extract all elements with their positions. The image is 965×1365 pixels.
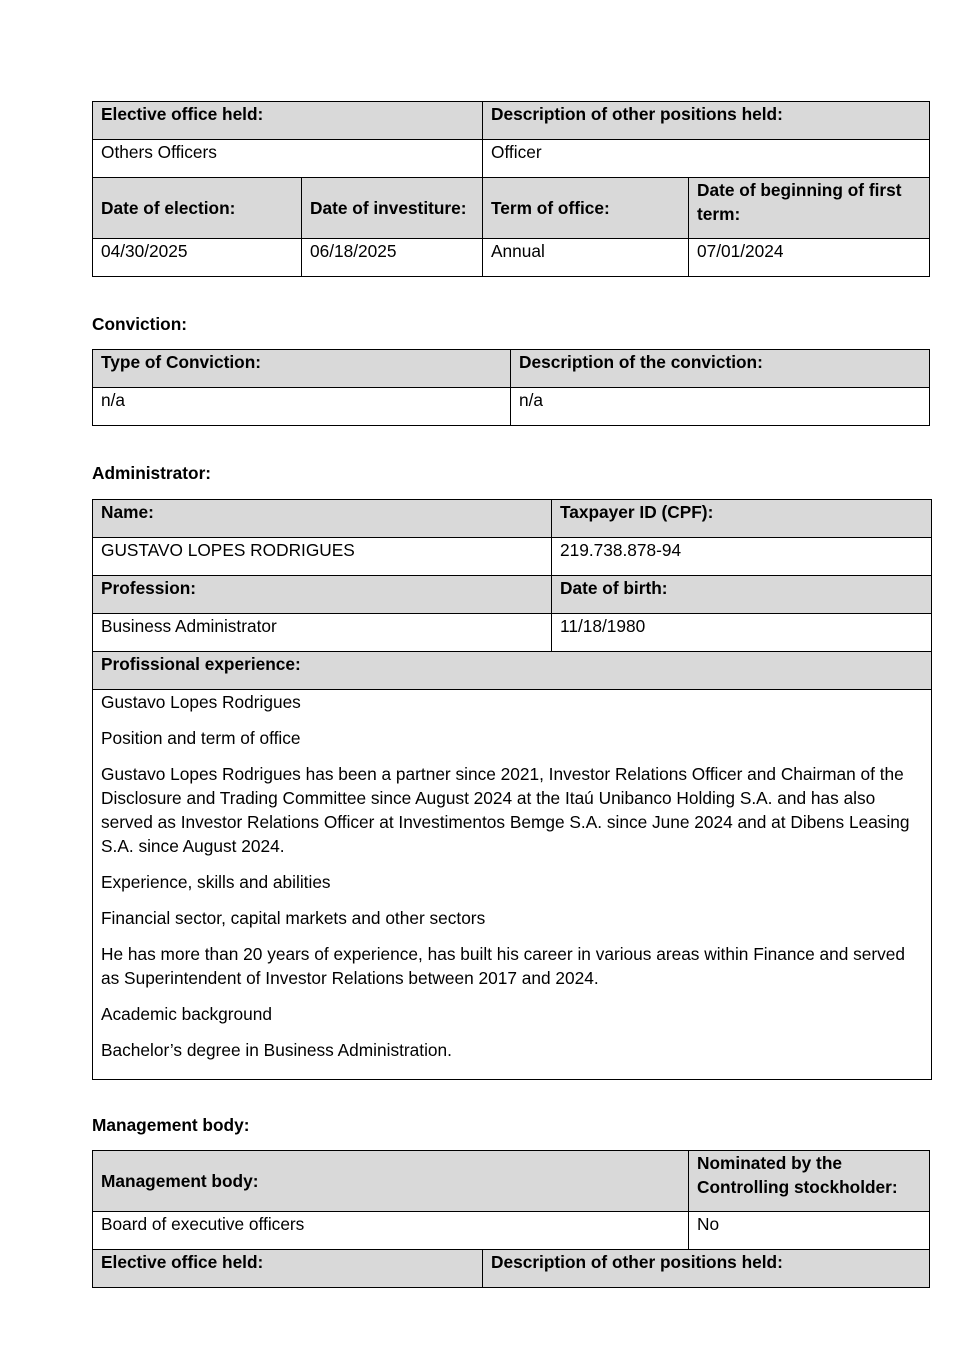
profession-value: Business Administrator (93, 614, 552, 652)
other-positions-label-2: Description of other positions held: (483, 1250, 930, 1288)
conviction-description-value: n/a (511, 388, 930, 426)
elective-office-label-2: Elective office held: (93, 1250, 483, 1288)
experience-paragraph: Academic background (101, 1004, 272, 1024)
date-investiture-label: Date of investiture: (302, 178, 483, 239)
elective-office-label: Elective office held: (93, 102, 483, 140)
name-label: Name: (93, 500, 552, 538)
nominated-label: Nominated by the Controlling stockholder: (689, 1151, 930, 1212)
experience-paragraph: Gustavo Lopes Rodrigues has been a partner since 2021, Investor Relations Officer and Chairman of the Disclosure and Trading Committee since August 2024 at the Itaú Unibanco Holding S.A. and has also served as Investor Relations Officer at Investimentos Bemge S.A. since June 2024 and at Dibens Leasing S.A. since August 2024. (101, 764, 910, 856)
management-body-label: Management body: (93, 1151, 689, 1212)
administrator-table (92, 499, 932, 1080)
administrator-heading: Administrator: (92, 463, 212, 483)
experience-paragraph: Gustavo Lopes Rodrigues (101, 692, 301, 712)
date-election-label: Date of election: (93, 178, 302, 239)
birth-label: Date of birth: (552, 576, 932, 614)
other-positions-value: Officer (483, 140, 930, 178)
experience-label: Profissional experience: (93, 652, 932, 690)
birth-value: 11/18/1980 (552, 614, 932, 652)
profession-label: Profession: (93, 576, 552, 614)
conviction-type-label: Type of Conviction: (93, 350, 511, 388)
experience-paragraph: Bachelor’s degree in Business Administration. (101, 1040, 452, 1060)
experience-paragraph: Position and term of office (101, 728, 301, 748)
conviction-description-label: Description of the conviction: (511, 350, 930, 388)
taxpayer-label: Taxpayer ID (CPF): (552, 500, 932, 538)
management-heading: Management body: (92, 1115, 250, 1135)
management-body-value: Board of executive officers (93, 1212, 689, 1250)
name-value: GUSTAVO LOPES RODRIGUES (93, 538, 552, 576)
first-term-label: Date of beginning of first term: (689, 178, 930, 239)
term-label: Term of office: (483, 178, 689, 239)
conviction-table (92, 349, 930, 426)
experience-paragraph: Experience, skills and abilities (101, 872, 331, 892)
conviction-type-value: n/a (93, 388, 511, 426)
other-positions-label: Description of other positions held: (483, 102, 930, 140)
taxpayer-value: 219.738.878-94 (552, 538, 932, 576)
date-investiture-value: 06/18/2025 (302, 239, 483, 277)
nominated-value: No (689, 1212, 930, 1250)
experience-paragraph: Financial sector, capital markets and other sectors (101, 908, 486, 928)
experience-text (93, 690, 932, 1080)
first-term-value: 07/01/2024 (689, 239, 930, 277)
date-election-value: 04/30/2025 (93, 239, 302, 277)
experience-paragraph: He has more than 20 years of experience, has built his career in various areas within Finance and served as Superintendent of Investor Relations between 2017 and 2024. (101, 944, 906, 988)
office-table (92, 101, 930, 277)
elective-office-value: Others Officers (93, 140, 483, 178)
management-table (92, 1150, 930, 1288)
term-value: Annual (483, 239, 689, 277)
conviction-heading: Conviction: (92, 314, 188, 334)
